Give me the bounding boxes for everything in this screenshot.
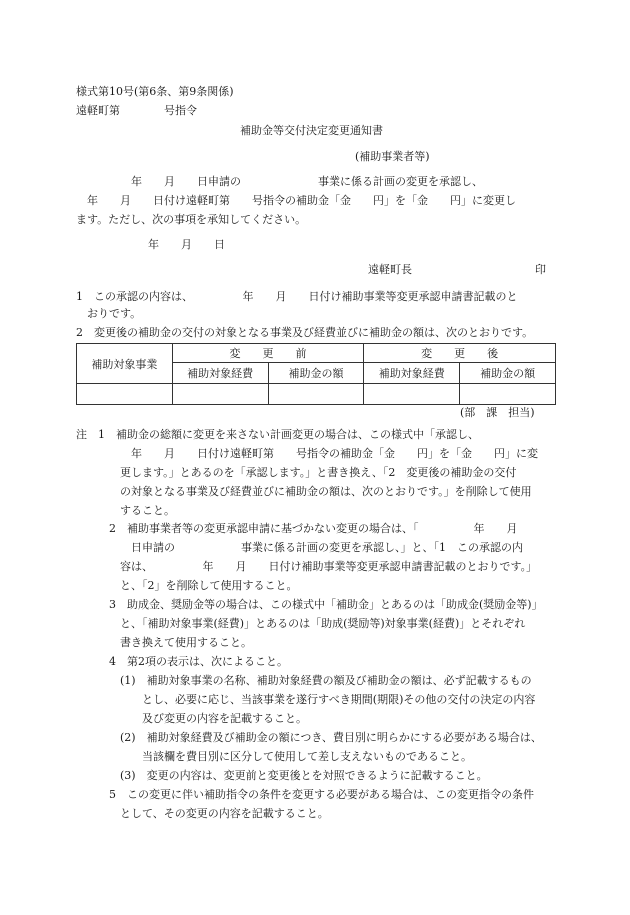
note-line: 当該欄を費目別に区分して使用して差し支えないものであること。 <box>76 750 472 763</box>
after-expense-cell <box>364 384 460 405</box>
form-number: 様式第10号(第6条、第9条関係) <box>76 85 234 98</box>
note-line: すること。 <box>76 504 175 517</box>
addressee: (補助事業者等) <box>355 150 430 163</box>
after-expense-header: 補助対象経費 <box>364 363 460 384</box>
note-line: 容は、 年 月 日付け補助事業等変更承認申請書記載のとおりです。」 <box>76 560 538 573</box>
note-line: と、「補助対象事業(経費)」とあるのは「助成(奨励等)対象事業(経費)」とそれぞれ <box>76 617 526 630</box>
department-note: (部 課 担当) <box>460 406 535 419</box>
before-expense-cell <box>172 384 268 405</box>
note-line: (1) 補助対象事業の名称、補助対象経費の額及び補助金の額は、必ず記載するもの <box>76 674 532 687</box>
seal-mark: 印 <box>535 263 546 276</box>
item-2: 2 変更後の補助金の交付の対象となる事業及び経費並びに補助金の額は、次のとおりです。 <box>76 326 534 339</box>
before-expense-header: 補助対象経費 <box>172 363 268 384</box>
note-line: (3) 変更の内容は、変更前と変更後とを対照できるように記載すること。 <box>76 769 488 782</box>
note-line: 書き換えて使用すること。 <box>76 636 252 649</box>
note-line: 及び変更の内容を記載すること。 <box>76 712 307 725</box>
note-line: の対象となる事業及び経費並びに補助金の額は、次のとおりです。」を削除して使用 <box>76 485 532 498</box>
note-line: 更します。」とあるのを「承認します。」と書き換え、「2 変更後の補助金の交付 <box>76 466 517 479</box>
note-line: 2 補助事業者等の変更承認申請に基づかない変更の場合は、「 年 月 <box>76 522 518 535</box>
change-table <box>76 343 556 405</box>
note-line: 注 1 補助金の総額に変更を来さない計画変更の場合は、この様式中「承認し、 <box>76 428 479 441</box>
note-line: として、その変更の内容を記載すること。 <box>76 807 329 820</box>
project-cell <box>77 384 173 405</box>
after-amount-header: 補助金の額 <box>460 363 556 384</box>
note-line: と、「2」を削除して使用すること。 <box>76 579 298 592</box>
body-line: 年 月 日付け遠軽町第 号指令の補助金「金 円」を「金 円」に変更し <box>76 194 516 207</box>
document-title: 補助金等交付決定変更通知書 <box>240 124 383 137</box>
item-1-line: おりです。 <box>87 307 142 320</box>
header-after: 変 更 後 <box>364 344 556 363</box>
note-line: 日申請の 事業に係る計画の変更を承認し、」と、「1 この承認の内 <box>76 541 523 554</box>
reference-number: 遠軽町第 号指令 <box>76 104 197 117</box>
note-line: 5 この変更に伴い補助指令の条件を変更する必要がある場合は、この変更指令の条件 <box>76 788 534 801</box>
body-line: 年 月 日申請の 事業に係る計画の変更を承認し、 <box>76 175 483 188</box>
note-line: 3 助成金、奨励金等の場合は、この様式中「補助金」とあるのは「助成金(奨励金等)」 <box>76 598 543 611</box>
header-project: 補助対象事業 <box>77 344 173 384</box>
note-line: (2) 補助対象経費及び補助金の額につき、費目別に明らかにする必要がある場合は、 <box>76 731 542 744</box>
body-line: ます。ただし、次の事項を承知してください。 <box>76 213 307 226</box>
issuer-name: 遠軽町長 <box>368 263 412 276</box>
before-amount-header: 補助金の額 <box>268 363 364 384</box>
before-amount-cell <box>268 384 364 405</box>
note-line: とし、必要に応じ、当該事業を遂行すべき期間(期限)その他の交付の決定の内容 <box>76 693 536 706</box>
after-amount-cell <box>460 384 556 405</box>
issue-date: 年 月 日 <box>148 238 225 251</box>
item-1-line: 1 この承認の内容は、 年 月 日付け補助事業等変更承認申請書記載のと <box>76 290 518 303</box>
note-line: 4 第2項の表示は、次によること。 <box>76 655 288 668</box>
header-before: 変 更 前 <box>172 344 364 363</box>
note-line: 年 月 日付け遠軽町第 号指令の補助金「金 円」を「金 円」に変 <box>76 447 538 460</box>
